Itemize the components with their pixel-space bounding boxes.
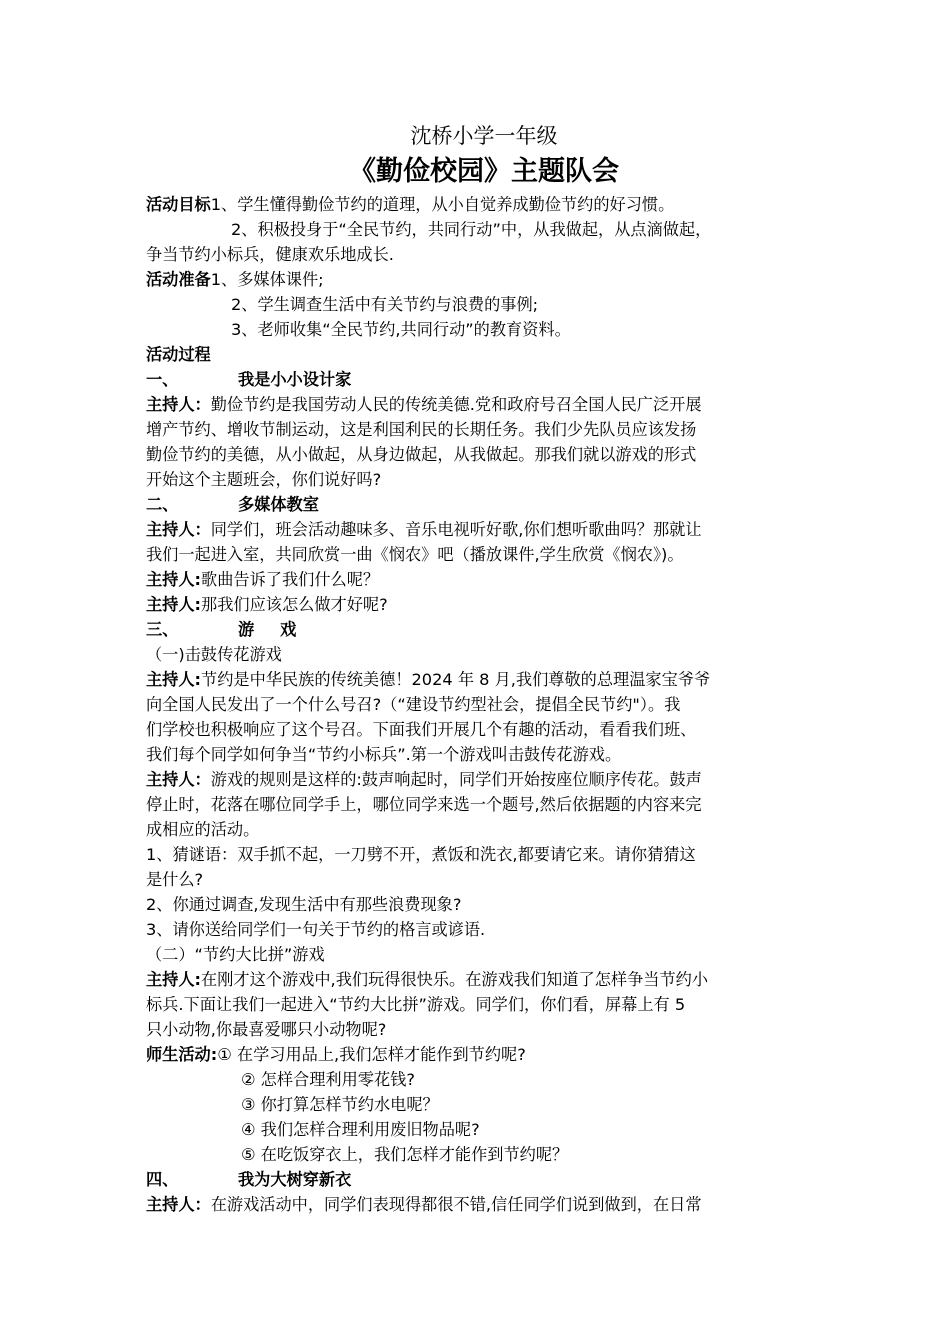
section-4-heading [146,1167,822,1192]
prep-2: 2、学生调查生活中有关节约与浪费的事例; [231,295,539,314]
g1-text-1: 节约是中华民族的传统美德！2024 年 8 月,我们尊敬的总理温家宝爷爷 [201,670,711,689]
s2-text-1: 同学们，班会活动趣味多、音乐电视听好歌,你们想听歌曲吗？那就让 [210,520,702,539]
host-label: 主持人: [146,595,202,614]
host-label: 主持人： [146,770,211,789]
g1-rule-text-1: 游戏的规则是这样的:鼓声响起时，同学们开始按座位顺序传花。鼓声 [210,770,702,789]
host-label: 主持人: [146,970,202,989]
goal-line-1 [146,192,822,217]
main-title: 《勤俭校园》主题队会 [349,156,619,187]
section-3-title: 游戏 [238,620,323,639]
s1-line-3: 勤俭节约的美德，从小做起，从身边做起，从我做起。那我们就以游戏的形式 [146,445,697,464]
g1-line-1 [146,667,822,692]
section-3-heading [146,617,822,642]
ts-item-5: ⑤ 在吃饭穿衣上，我们怎样才能作到节约呢？ [241,1145,569,1164]
ts-item-1: ① 在学习用品上,我们怎样才能作到节约呢? [217,1045,526,1064]
section-2-number: 二、 [146,495,179,514]
ts-item-2: ② 怎样合理利用零花钱? [241,1070,415,1089]
s2-question-1 [146,567,822,592]
section-4-title: 我为大树穿新衣 [238,1170,352,1189]
s2-line-2: 我们一起进入室，共同欣赏一曲《悯农》吧（播放课件,学生欣赏《悯农》)。 [146,545,684,564]
teacher-student-label: 师生活动: [146,1045,218,1064]
g2-line-3: 只小动物,你最喜爱哪只小动物呢? [146,1020,387,1039]
g1-line-3: 们学校也积极响应了这个号召。下面我们开展几个有趣的活动，看看我们班、 [146,720,697,739]
s1-line-4: 开始这个主题班会，你们说好吗? [146,470,382,489]
s1-text-1: 勤俭节约是我国劳动人民的传统美德.党和政府号召全国人民广泛开展 [210,395,702,414]
g1-rule-1 [146,767,822,792]
g1-rule-2: 停止时，花落在哪位同学手上，哪位同学来选一个题号,然后依据题的内容来完 [146,795,702,814]
host-label: 主持人： [146,1195,211,1214]
section-2-heading [146,492,822,517]
section-1-title: 我是小小设计家 [238,370,352,389]
s4-line-1 [146,1192,822,1217]
g1-line-4: 我们每个同学如何争当“节约小标兵”.第一个游戏叫击鼓传花游戏。 [146,745,622,764]
game-2-title: （二）“节约大比拼”游戏 [146,945,325,964]
g2-text-1: 在刚才这个游戏中,我们玩得很快乐。在游戏我们知道了怎样争当节约小 [201,970,709,989]
section-1-heading [146,367,822,392]
game-1-title: （一)击鼓传花游戏 [146,645,282,664]
g1-item-1b: 是什么? [146,870,204,889]
g1-item-3: 3、请你送给同学们一句关于节约的格言或谚语. [146,920,486,939]
document-page [146,120,822,1217]
g1-item-2: 2、你通过调查,发现生活中有那些浪费现象? [146,895,462,914]
s4-text-1: 在游戏活动中，同学们表现得都很不错,信任同学们说到做到，在日常 [210,1195,702,1214]
host-label: 主持人： [146,395,211,414]
section-4-number: 四、 [146,1170,179,1189]
section-2-title: 多媒体教室 [238,495,319,514]
goal-2: 2、积极投身于“全民节约，共同行动”中，从我做起，从点滴做起， [231,220,712,239]
host-label: 主持人: [146,670,202,689]
host-label: 主持人： [146,520,211,539]
section-3-number: 三、 [146,620,179,639]
prep-label: 活动准备 [146,270,211,289]
s2-q2-text: 那我们应该怎么做才好呢? [201,595,388,614]
g2-line-2: 标兵.下面让我们一起进入“节约大比拼”游戏。同学们，你们看，屏幕上有 5 [146,995,686,1014]
prep-3: 3、老师收集“全民节约,共同行动”的教育资料。 [231,320,571,339]
goal-label: 活动目标 [146,195,211,214]
g1-line-2: 向全国人民发出了一个什么号召?（“建设节约型社会，提倡全民节约"）。我 [146,695,681,714]
g1-item-1a: 1、猜谜语：双手抓不起，一刀劈不开，煮饭和洗衣,都要请它来。请你猜猜这 [146,845,696,864]
section-1-number: 一、 [146,370,179,389]
host-label: 主持人: [146,570,202,589]
school-line: 沈桥小学一年级 [410,124,558,148]
s1-line-2: 增产节约、增收节制运动，这是利国利民的长期任务。我们少先队员应该发扬 [146,420,697,439]
ts-item-4: ④ 我们怎样合理利用废旧物品呢? [241,1120,480,1139]
ts-item-3: ③ 你打算怎样节约水电呢？ [241,1095,439,1114]
ts-line-1 [146,1042,822,1067]
process-heading: 活动过程 [146,345,211,364]
g2-line-1 [146,967,822,992]
s2-question-2 [146,592,822,617]
s2-line-1 [146,517,822,542]
prep-line-1 [146,267,822,292]
g1-rule-3: 成相应的活动。 [146,820,260,839]
goal-2b: 争当节约小标兵，健康欢乐地成长. [146,245,394,264]
goal-1: 1、学生懂得勤俭节约的道理，从小自觉养成勤俭节约的好习惯。 [210,195,675,214]
s1-line-1 [146,392,822,417]
prep-1: 1、多媒体课件; [210,270,324,289]
s2-q1-text: 歌曲告诉了我们什么呢？ [201,570,380,589]
